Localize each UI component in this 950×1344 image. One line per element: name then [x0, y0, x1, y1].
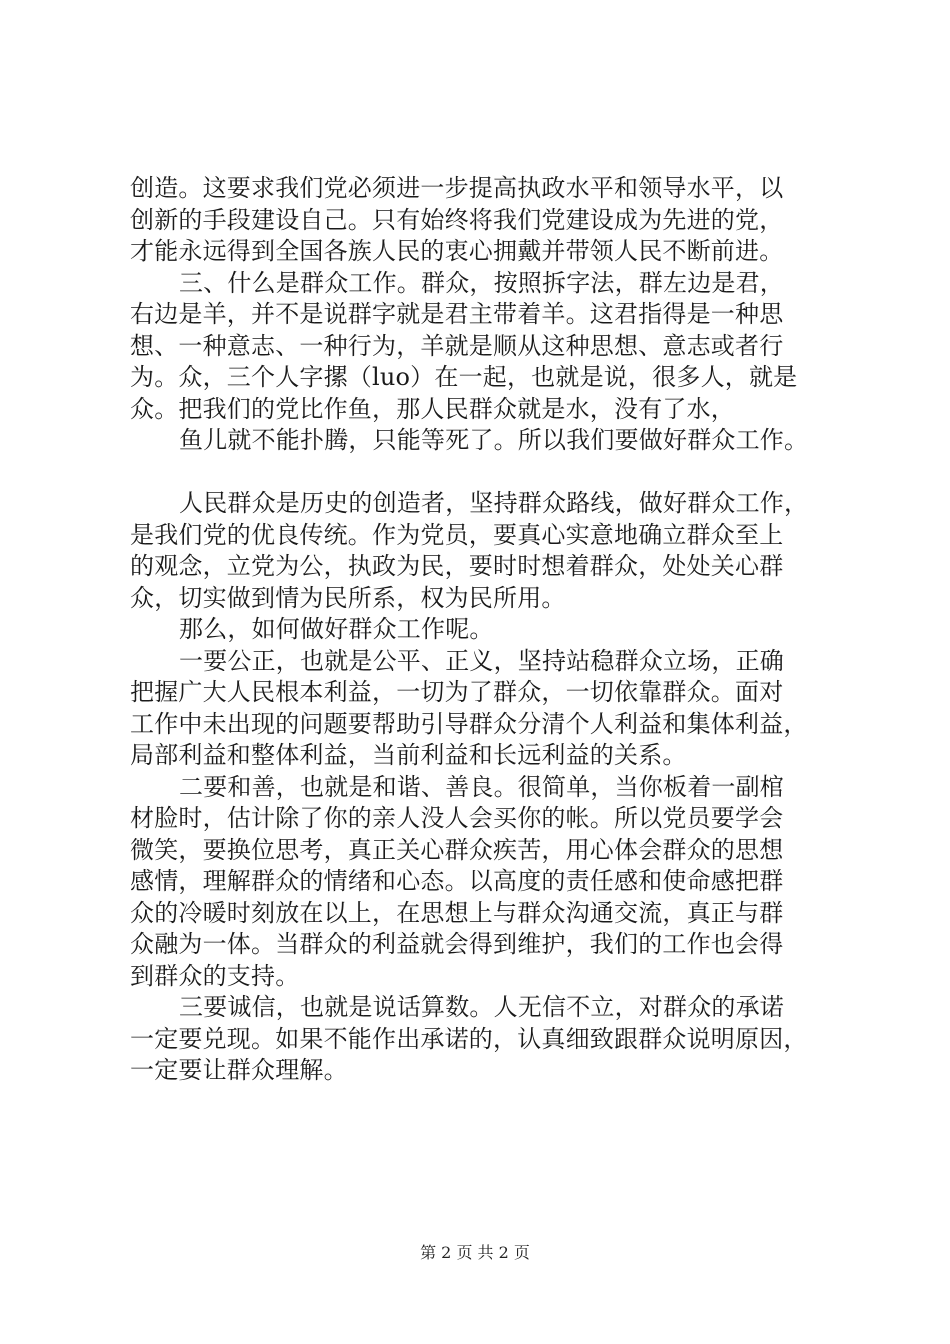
text-line: 想、一种意志、一种行为，羊就是顺从这种思想、意志或者行	[130, 331, 784, 360]
document-body	[130, 173, 830, 1087]
text-line: 众，切实做到情为民所系，权为民所用。	[130, 583, 566, 612]
text-line: 创造。这要求我们党必须进一步提高执政水平和领导水平，以	[130, 174, 784, 202]
text-line: 微笑，要换位思考，真正关心群众疾苦，用心体会群众的思想	[130, 835, 784, 864]
text-line: 的观念，立党为公，执政为民，要时时想着群众，处处关心群	[130, 552, 784, 580]
paragraph-gap	[130, 457, 830, 489]
text-line: 局部利益和整体利益，当前利益和长远利益的关系。	[130, 741, 687, 769]
text-line: 为。众，三个人字摞（luo）在一起，也就是说，很多人，就是	[130, 363, 798, 391]
text-line: 材脸时，估计除了你的亲人没人会买你的帐。所以党员要学会	[130, 804, 784, 832]
text-line: 众融为一体。当群众的利益就会得到维护，我们的工作也会得	[130, 930, 784, 958]
text-line: 三要诚信，也就是说话算数。人无信不立，对群众的承诺	[179, 993, 784, 1021]
text-line: 创新的手段建设自己。只有始终将我们党建设成为先进的党，	[130, 205, 784, 234]
text-line: 人民群众是历史的创造者，坚持群众路线，做好群众工作，	[179, 489, 809, 517]
text-line: 二要和善，也就是和谐、善良。很简单，当你板着一副棺	[179, 772, 784, 801]
text-line: 工作中未出现的问题要帮助引导群众分清个人利益和集体利益，	[130, 709, 808, 738]
text-line: 是我们党的优良传统。作为党员，要真心实意地确立群众至上	[130, 520, 784, 549]
text-line: 鱼儿就不能扑腾，只能等死了。所以我们要做好群众工作。	[179, 426, 809, 454]
text-line: 一定要兑现。如果不能作出承诺的，认真细致跟群众说明原因，	[130, 1024, 808, 1053]
text-line: 一要公正，也就是公平、正义，坚持站稳群众立场，正确	[179, 646, 784, 675]
text-line: 才能永远得到全国各族人民的衷心拥戴并带领人民不断前进。	[130, 237, 784, 265]
text-line: 一定要让群众理解。	[130, 1056, 348, 1084]
text-line: 把握广大人民根本利益，一切为了群众，一切依靠群众。面对	[130, 678, 784, 706]
text-line: 感情，理解群众的情绪和心态。以高度的责任感和使命感把群	[130, 867, 784, 895]
text-line: 三、什么是群众工作。群众，按照拆字法，群左边是君，	[179, 268, 784, 297]
text-line: 右边是羊，并不是说群字就是君主带着羊。这君指得是一种思	[130, 300, 784, 328]
page-footer	[0, 1243, 950, 1263]
text-line: 众的冷暖时刻放在以上，在思想上与群众沟通交流，真正与群	[130, 898, 784, 927]
text-line: 那么，如何做好群众工作呢。	[179, 615, 494, 643]
text-line: 众。把我们的党比作鱼，那人民群众就是水，没有了水，	[130, 394, 735, 423]
text-line: 到群众的支持。	[130, 961, 300, 990]
page-number-label: 第 2 页 共 2 页	[420, 1243, 530, 1262]
